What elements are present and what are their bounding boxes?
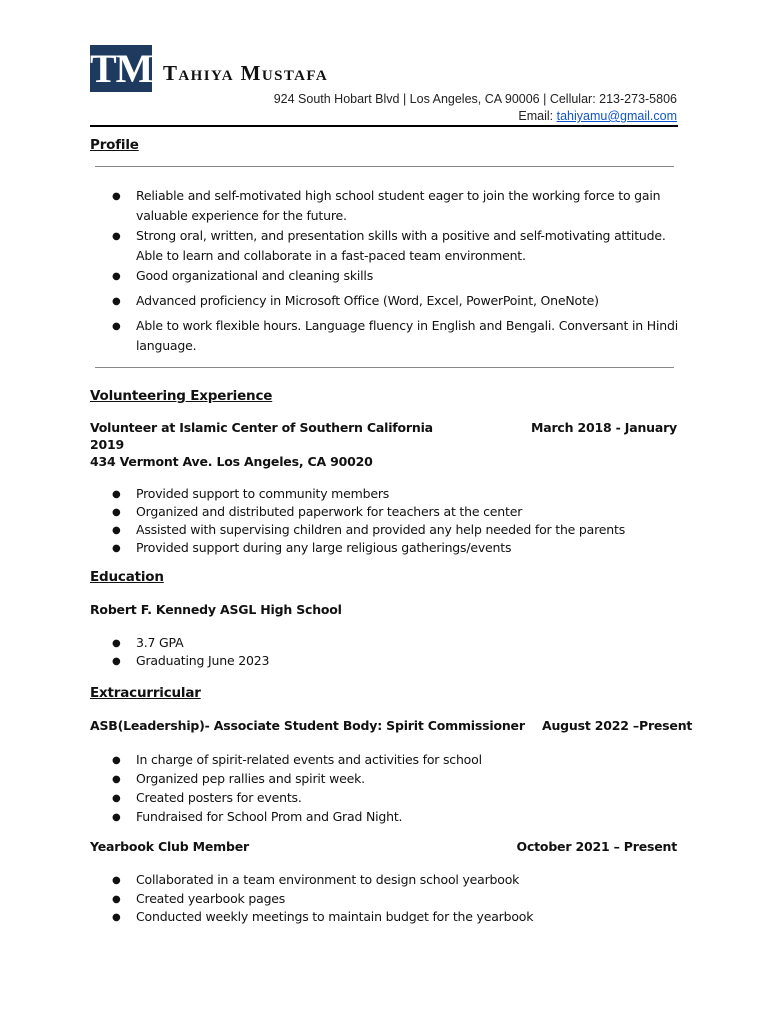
list-item: ● Graduating June 2023 [90,652,690,670]
profile-bottom-divider [95,367,674,368]
header-divider [90,125,678,127]
section-title-profile: Profile [90,137,139,153]
profile-top-divider [95,166,674,167]
contact-email-line [518,109,677,123]
education-list [90,634,690,670]
profile-list [90,186,690,356]
list-item: ● Good organizational and cleaning skills [90,266,690,286]
asb-role: ASB(Leadership)- Associate Student Body: Spirit Commissioner [90,718,525,733]
yearbook-role: Yearbook Club Member [90,839,249,854]
list-item: ● Assisted with supervising children and provided any help needed for the parents [90,521,690,539]
volunteer-dates: March 2018 - January [530,420,677,435]
list-item: ● Strong oral, written, and presentation skills with a positive and self-motivating attitude. Able to learn and collaborate in a fast-paced team environment. [90,226,690,266]
contact-address-line: 924 South Hobart Blvd | Los Angeles, CA 90006 | Cellular: 213-273-5806 [273,92,677,106]
section-title-extracurricular: Extracurricular [90,685,201,701]
email-link[interactable]: tahiyamu@gmail.com [556,109,677,123]
list-item: ● Fundraised for School Prom and Grad Night. [90,807,690,826]
list-item: ● 3.7 GPA [90,634,690,652]
section-title-volunteering: Volunteering Experience [90,388,273,404]
list-item: ● Provided support during any large religious gatherings/events [90,539,690,557]
list-item: ● Conducted weekly meetings to maintain budget for the yearbook [90,908,690,927]
list-item: ● Created yearbook pages [90,890,690,909]
asb-list [90,750,690,826]
list-item: ● Advanced proficiency in Microsoft Office (Word, Excel, PowerPoint, OneNote) [90,291,690,311]
yearbook-dates: October 2021 – Present [516,839,677,854]
resume-name: Tahiya Mustafa [163,61,329,85]
list-item: ● Reliable and self-motivated high school student eager to join the working force to gain valuable experience for the future. [90,186,690,226]
list-item: ● Organized and distributed paperwork for teachers at the center [90,503,690,521]
email-label: Email: [518,109,557,123]
volunteer-list [90,485,690,557]
list-item: ● Collaborated in a team environment to design school yearbook [90,871,690,890]
list-item: ● Able to work flexible hours. Language fluency in English and Bengali. Conversant in Hindi language. [90,316,690,356]
monogram-logo: TM [90,46,153,91]
asb-dates: August 2022 –Present [542,718,693,733]
volunteer-address: 434 Vermont Ave. Los Angeles, CA 90020 [90,454,373,469]
volunteer-dates-wrap: 2019 [90,437,124,452]
volunteer-role: Volunteer at Islamic Center of Southern California [90,420,433,435]
list-item: ● Provided support to community members [90,485,690,503]
section-title-education: Education [90,569,164,585]
school-name: Robert F. Kennedy ASGL High School [90,602,342,617]
list-item: ● Organized pep rallies and spirit week. [90,769,690,788]
list-item: ● In charge of spirit-related events and activities for school [90,750,690,769]
yearbook-list [90,871,690,927]
list-item: ● Created posters for events. [90,788,690,807]
